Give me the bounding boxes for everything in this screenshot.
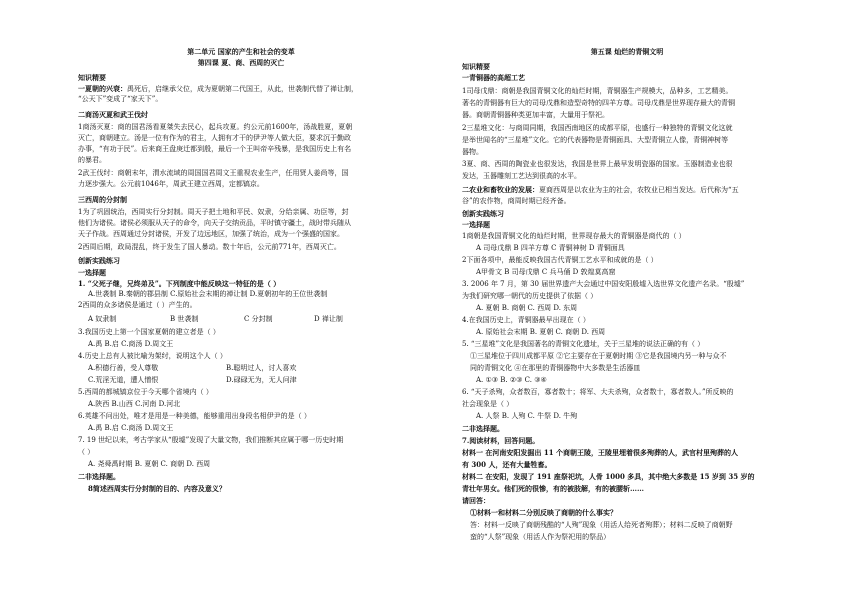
paragraph-line: 2武王伐纣：商朝末年，渭水流域的周国国君周文王重视农业生产，任用贤人姜尚等，国 [78, 169, 349, 177]
sub-question-1: ①材料一和材料二分别反映了商朝的什么事实？ [470, 508, 617, 517]
question-5-options: A. ①③ B. ②③ C. ③④ [476, 376, 547, 384]
question-3-cont: 为我们研究哪一朝代的历史提供了依据（ ） [462, 292, 598, 300]
paragraph-line: 器物。 [462, 148, 483, 156]
short-answer-title: 二非选择题。 [78, 472, 120, 481]
practice-title: 创新实践练习 [462, 209, 504, 218]
option-b: B 世袭制 [170, 315, 199, 323]
question-3-options: A.禹 B.启 C.商汤 D.周文王 [88, 340, 174, 348]
paragraph-line: 器。商朝青铜器种类更加丰富，大量用于祭祀。 [462, 111, 609, 119]
material-1-cont: 有 300 人，还有大量牲畜。 [462, 460, 552, 469]
section-knowledge: 知识精要 [78, 73, 106, 82]
question-2: 2西周的众多诸侯是通过（ ）产生的。 [78, 301, 197, 309]
question-1: 1商朝是我国青铜文化的灿烂时期，世界现存最大的青铜器是商代的（ ） [462, 232, 686, 240]
material-1: 材料一 在河南安阳发掘出 11 个商朝王陵，王陵里埋着很多殉葬的人，武官村里殉葬的人 [462, 448, 739, 457]
paragraph-line: 著名的青铜器有巨大的司母戊鼎和造型奇特的四羊方尊。司母戊鼎是世界现存最大的青铜 [462, 99, 735, 107]
question-7-options: A. 尧舜禹时期 B. 夏朝 C. 商朝 D. 西周 [88, 460, 211, 468]
question-5-statements: ①三星堆位于四川成都平原 ②它主要存在于夏朝时期 ③它是我国境内另一种与众不 [470, 352, 727, 360]
sub1-text-2: “公天下”变成了“家天下”。 [78, 95, 163, 103]
sub1-title: 一青铜器的高超工艺 [462, 73, 525, 82]
lesson-title: 第五课 灿烂的青铜文明 [590, 47, 664, 56]
lesson-title: 第四课 夏、商、西周的灭亡 [197, 58, 285, 67]
paragraph-line: 他们为诸侯。诸侯必须服从天子的命令，向天子交纳贡品，平时镇守疆土，战时带兵随从 [78, 219, 351, 227]
question-6-options: A.禹 B.启 C.商汤 D.周文王 [88, 424, 174, 432]
paragraph-line: 3夏、商、西周的陶瓷业也很发达，我国是世界上最早发明瓷器的国家。玉器制造业也很 [462, 160, 733, 168]
option-a: A.积德行善，受人尊敬 [88, 364, 159, 372]
short-answer-title: 二非选择题。 [462, 424, 504, 433]
question-1-options: A 司母戊鼎 B 四羊方尊 C 青铜神树 D 青铜面具 [476, 244, 625, 252]
paragraph-line: 2西周后期，政局混乱，终于发生了国人暴动。数十年后，公元前771年，西周灭亡。 [78, 243, 341, 251]
paragraph-line: 的暴君。 [78, 156, 106, 164]
paragraph-line: 天子作战。西周通过分封诸侯，开发了边远地区，加强了统治，成为一个强盛的国家。 [78, 230, 344, 238]
sub2-title: 二商汤灭夏和武王伐纣 [78, 110, 148, 119]
question-1: 1. “父死子继，兄终弟及”。下列制度中能反映这一特征的是（ ） [78, 279, 281, 288]
paragraph-line: 2三星堆文化：与商周同期，我国西南地区的成都平原，也盛行一种独特的青铜文化这就 [462, 124, 733, 132]
sub1-title: 一夏朝的兴衰： [78, 84, 127, 93]
material-2-cont: 青壮年男女。他们死的很惨，有的被肢解，有的被腰斩…… [462, 484, 644, 493]
question-4-options: A. 原始社会末期 B. 夏朝 C. 商朝 D. 西周 [476, 328, 606, 336]
sub1-text: 禹死后，启继承父位，成为夏朝第二代国王，从此，世袭制代替了禅让制， [127, 85, 358, 93]
question-3: 3.我国历史上第一个国家夏朝的建立者是（ ） [78, 328, 220, 336]
question-7: 7. 19 世纪以来，考古学家从“殷墟”发现了大量文物，我们推断其应属于哪一历史时期 [78, 436, 344, 444]
question-3-options: A. 夏朝 B. 商朝 C. 西周 D. 东周 [476, 304, 578, 312]
question-4: 4.在我国历史上，青铜器最早出现在（ ） [462, 316, 590, 324]
question-6: 6. “天子杀殉，众者数百，寡者数十；将军、大夫杀殉，众者数十，寡者数人。”所反映的 [462, 388, 734, 396]
option-a: A 奴隶制 [88, 315, 117, 323]
paragraph-line: 是举世闻名的“三星堆”文化。它的代表器物是青铜面具、大型青铜立人像，青铜神树等 [462, 136, 729, 144]
question-5: 5. “三星堆”文化是我国著名的青铜文化遗址，关于三星堆的说法正确的有（ ） [462, 340, 705, 348]
paragraph-line: 1司母戊鼎：商朝是我国青铜文化的灿烂时期，青铜器生产规模大，品种多，工艺精美。 [462, 87, 733, 95]
option-c: C 分封制 [244, 315, 273, 323]
question-7-title: 7.阅读材料，回答问题。 [462, 436, 540, 445]
sub3-title: 三西周的分封制 [78, 195, 127, 204]
question-3: 3. 2006 年 7 月，第 30 届世界遗产大会通过中国安阳殷墟入选世界文化遗产名录。“殷墟” [462, 280, 745, 288]
question-5-statements-cont: 同的青铜文化 ④在那里的青铜器物中大多数是生活器皿 [470, 364, 641, 372]
answer-parens: （ ） [78, 448, 95, 456]
option-b: B.聪明过人，讨人喜欢 [226, 364, 297, 372]
answer-line: 答：材料一反映了商朝残酷的“人殉”现象（用活人给死者殉葬）；材料二反映了商朝野 [470, 521, 733, 529]
question-5: 5.西周的都城镐京位于今天哪个省境内（ ） [78, 388, 213, 396]
question-2-options: A甲骨文 B 司母戊鼎 C 兵马俑 D 敦煌莫高窟 [476, 268, 616, 276]
paragraph-line: 力逐步强大。公元前1046年，周武王建立西周，定都镐京。 [78, 180, 264, 188]
practice-title: 创新实践练习 [78, 256, 120, 265]
question-6-cont: 社会现象是（ ） [462, 400, 514, 408]
paragraph-line: 灭亡，商朝建立。汤是一位有作为的君主，人拥有才干的伊尹等人做大臣，要求沉于勤政 [78, 134, 351, 142]
question-1-options: A.世袭制 B.秦朝的郡县制 C.原始社会末期的禅让制 D.夏朝初年的王位世袭制 [88, 290, 328, 298]
sub2-title: 二农业和畜牧业的发展： [462, 185, 539, 194]
choice-title: 一选择题 [78, 268, 106, 277]
ask-label: 请回答： [462, 496, 490, 505]
paragraph-line: 发达，玉器雕刻工艺达到很高的水平。 [462, 172, 581, 180]
choice-title: 一选择题 [462, 220, 490, 229]
option-c: C.荒淫无道，遭人憎恨 [88, 376, 159, 384]
sub2-text-2: 谷”的农作物，商周时期已经齐备。 [462, 197, 571, 205]
unit-title: 第二单元 国家的产生和社会的变革 [187, 47, 295, 56]
sub2-text: 夏商西周是以农业为主的社会，农牧业已相当发达。后代称为“五 [539, 186, 739, 194]
question-6-options: A. 人祭 B. 人殉 C. 牛祭 D. 牛殉 [476, 412, 578, 420]
sub1-line [78, 84, 358, 94]
paragraph-line: 办事，“有功于民”。后来商王盘庚迁都到殷，最后一个王叫帝辛残暴，是我国历史上有名 [78, 145, 352, 153]
question-4: 4.历史上总有人被比喻为架纣，说明这个人（ ） [78, 352, 227, 360]
paragraph-line: 1为了巩固统治，西周实行分封制。周天子把土地和平民、奴隶，分给亲属、功臣等，封 [78, 208, 349, 216]
sub2-line [462, 185, 739, 195]
question-5-options: A.陕西 B.山西 C.河南 D.河北 [88, 400, 181, 408]
answer-line: 蛮的“人祭”现象（用活人作为祭祀用的祭品） [470, 533, 611, 541]
option-d: D 禅让制 [314, 315, 343, 323]
question-6: 6.英雄不问出处，唯才是用是一种美德，能够重用出身段名相伊尹的是（ ） [78, 412, 311, 420]
material-2: 材料二 在安阳，发现了 191 座祭祀坑，人骨 1000 多具，其中绝大多数是 15 岁到 35 岁的 [462, 472, 755, 481]
question-8: 8简述西周实行分封制的目的、内容及意义？ [88, 484, 226, 493]
section-knowledge: 知识精要 [462, 62, 490, 71]
option-d: D.碌碌无为，无人问津 [226, 376, 297, 384]
question-2: 2下面各项中，最能反映我国古代青铜工艺水平和成就的是（ ） [462, 256, 658, 264]
paragraph-line: 1商汤灭夏：商的国君汤看夏桀失去民心，起兵攻夏。约公元前1600年，汤战胜夏，夏朝 [78, 123, 353, 131]
